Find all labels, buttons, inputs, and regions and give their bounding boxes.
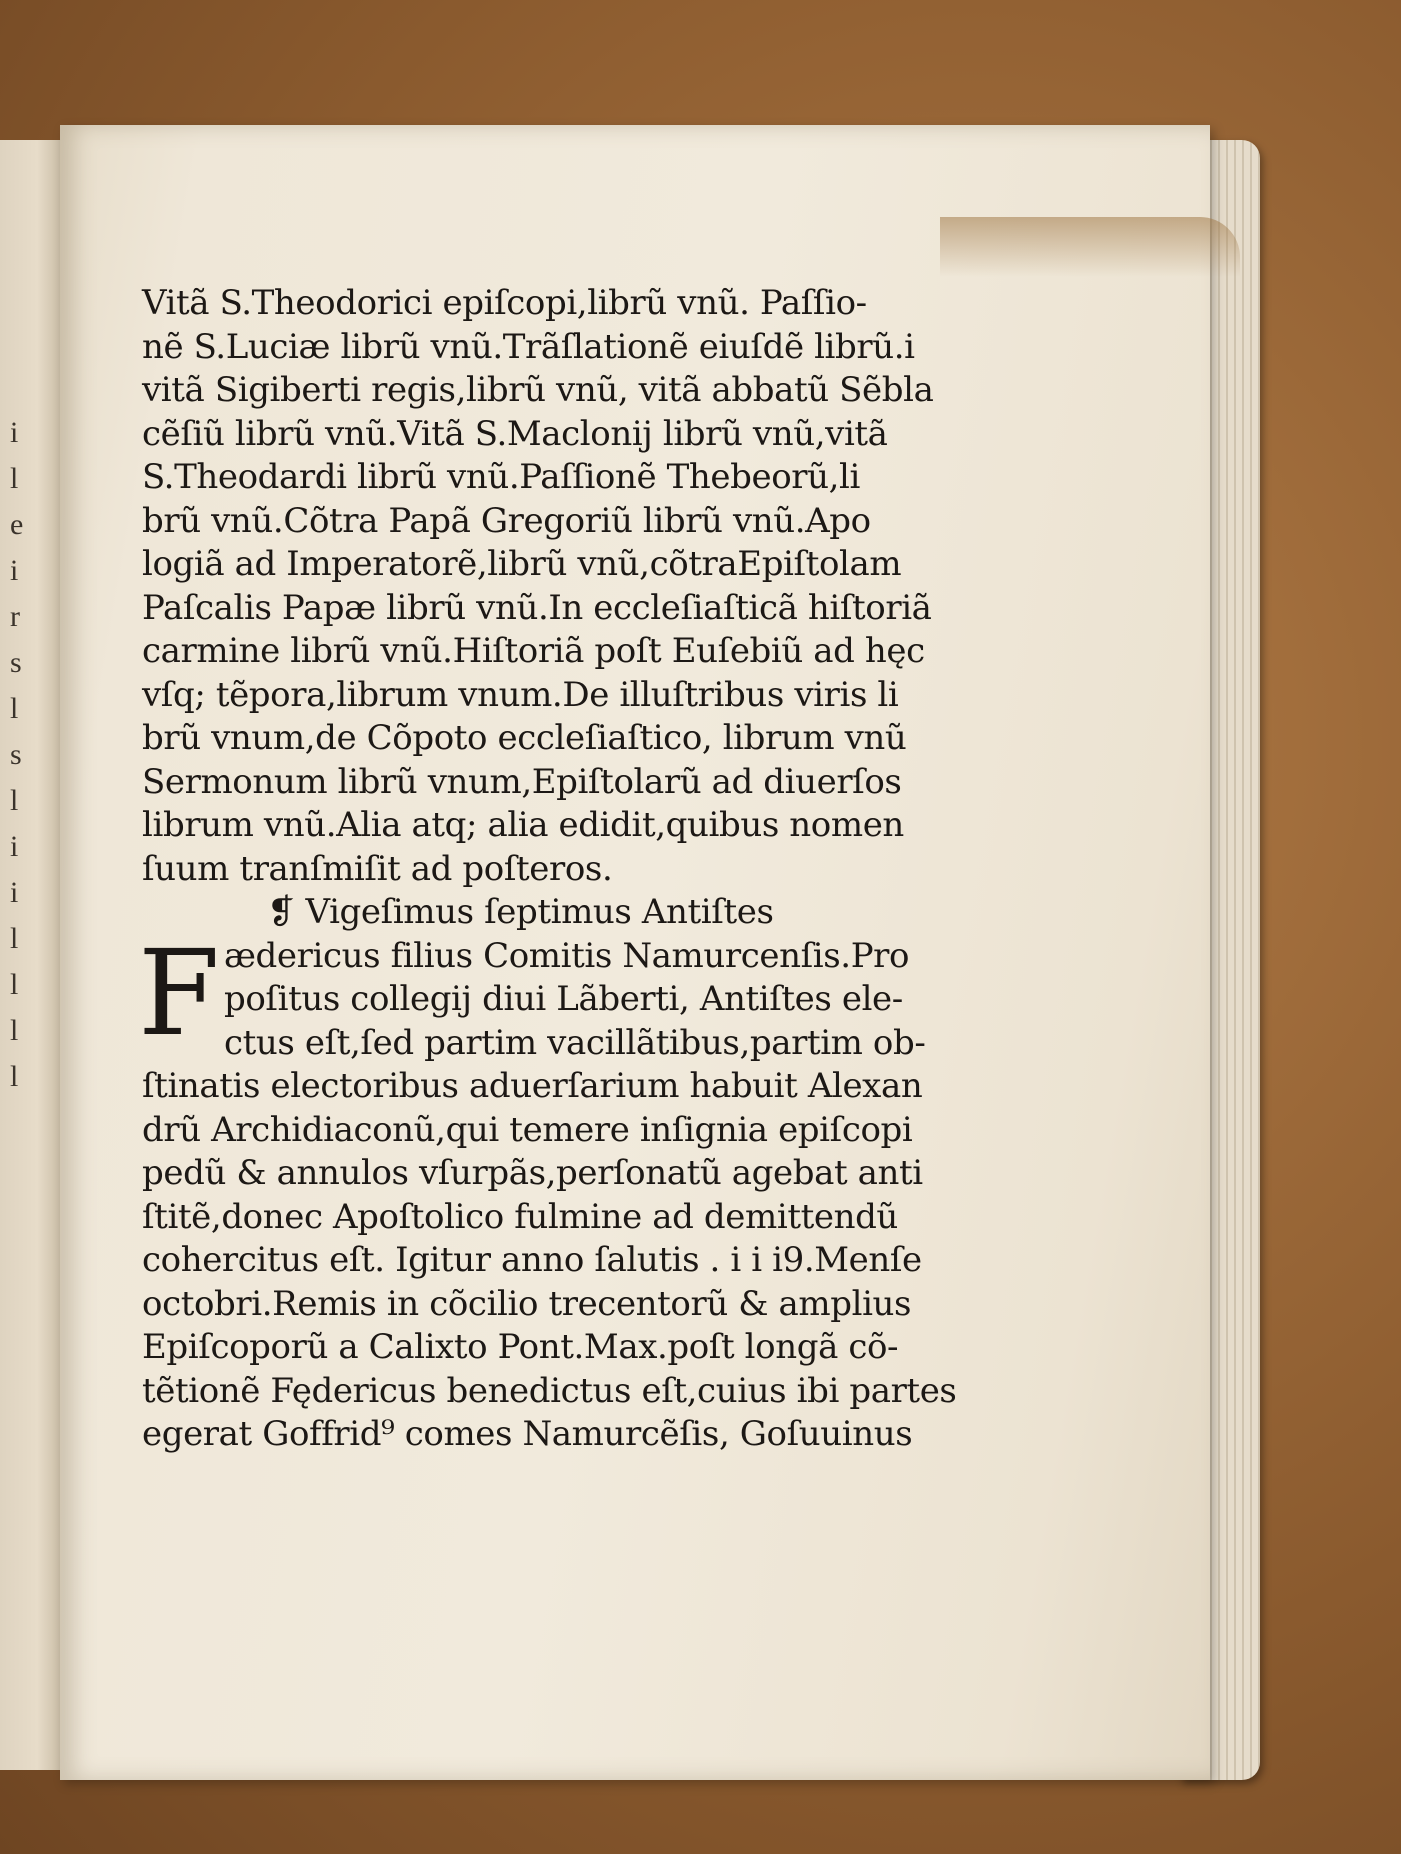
page-stain (940, 217, 1240, 277)
initial-indented-lines (142, 935, 982, 1066)
text-line: egerat Goffrid⁹ comes Namurcẽſis, Goſuuinus (142, 1414, 913, 1454)
text-line: carmine librũ vnũ.Hiſtoriã poſt Euſebiũ ad hęc (142, 631, 925, 671)
text-line: S.Theodardi librũ vnũ.Paſſionẽ Thebeorũ,li (142, 457, 860, 497)
text-line: ſuum tranſmiſit ad poſteros. (142, 848, 613, 889)
text-line: ædericus filius Comitis Namurcenſis.Pro (224, 935, 910, 976)
text-line: ſtinatis electoribus aduerſarium habuit Alexan (142, 1066, 923, 1106)
text-line: tẽtionẽ Fędericus benedictus eſt,cuius ibi partes (142, 1370, 957, 1411)
text-line: vitã Sigiberti regis,librũ vnũ, vitã abbatũ Sẽbla (142, 370, 934, 410)
text-line: Epiſcoporũ a Calixto Pont.Max.poſt longã cõ- (142, 1327, 899, 1367)
section-heading (142, 891, 982, 935)
text-line: cẽſiũ librũ vnũ.Vitã S.Maclonij librũ vnũ,vitã (142, 413, 888, 454)
text-line: logiã ad Imperatorẽ,librũ vnũ,cõtraEpiſtolam (142, 544, 902, 584)
text-line: librum vnũ.Alia atq; alia edidit,quibus nomen (142, 805, 904, 845)
initial-paragraph (138, 923, 982, 1066)
text-line: brũ vnum,de Cõpoto eccleſiaſtico, librum vnũ (142, 718, 907, 758)
text-line: poſitus collegij diui Lãberti, Antiſtes ele- (224, 979, 903, 1019)
text-line: Sermonum librũ vnum,Epiſtolarũ ad diuerſos (142, 761, 902, 802)
paragraph-before-heading (142, 282, 982, 891)
left-page-edge (0, 140, 64, 1770)
paragraph-mark-icon: ❡ (267, 892, 296, 932)
paragraph-after-initial (142, 1065, 982, 1457)
text-line: octobri.Remis in cõcilio trecentorũ & amplius (142, 1283, 912, 1324)
drop-capital: F (138, 923, 220, 1062)
text-line: pedũ & annulos vſurpãs,perſonatũ agebat anti (142, 1153, 923, 1193)
text-line: brũ vnũ.Cõtra Papã Gregoriũ librũ vnũ.Apo (142, 500, 871, 541)
text-line: Vitã S.Theodorici epiſcopi,librũ vnũ. Paſſio- (142, 283, 867, 323)
section-heading-text: Vigeſimus ſeptimus Antiſtes (305, 892, 774, 932)
page-text-block (138, 282, 982, 1457)
text-line: Paſcalis Papæ librũ vnũ.In eccleſiaſticã hiſtoriã (142, 587, 932, 628)
text-line: ſtitẽ,donec Apoſtolico fulmine ad demittendũ (142, 1196, 898, 1237)
text-line: cohercitus eſt. Igitur anno ſalutis . i i i9.Menſe (142, 1240, 922, 1280)
text-line: nẽ S.Luciæ librũ vnũ.Trãſlationẽ eiuſdẽ librũ.i (142, 326, 915, 367)
left-page-margin-text: i l e i r s l s l i i l l l l (10, 416, 24, 1093)
text-line: ctus eſt,ſed partim vacillãtibus,partim ob- (224, 1022, 926, 1063)
text-line: vſq; tẽpora,librum vnum.De illuſtribus viris li (142, 674, 899, 715)
text-line: drũ Archidiaconũ,qui temere inſignia epiſcopi (142, 1109, 913, 1150)
